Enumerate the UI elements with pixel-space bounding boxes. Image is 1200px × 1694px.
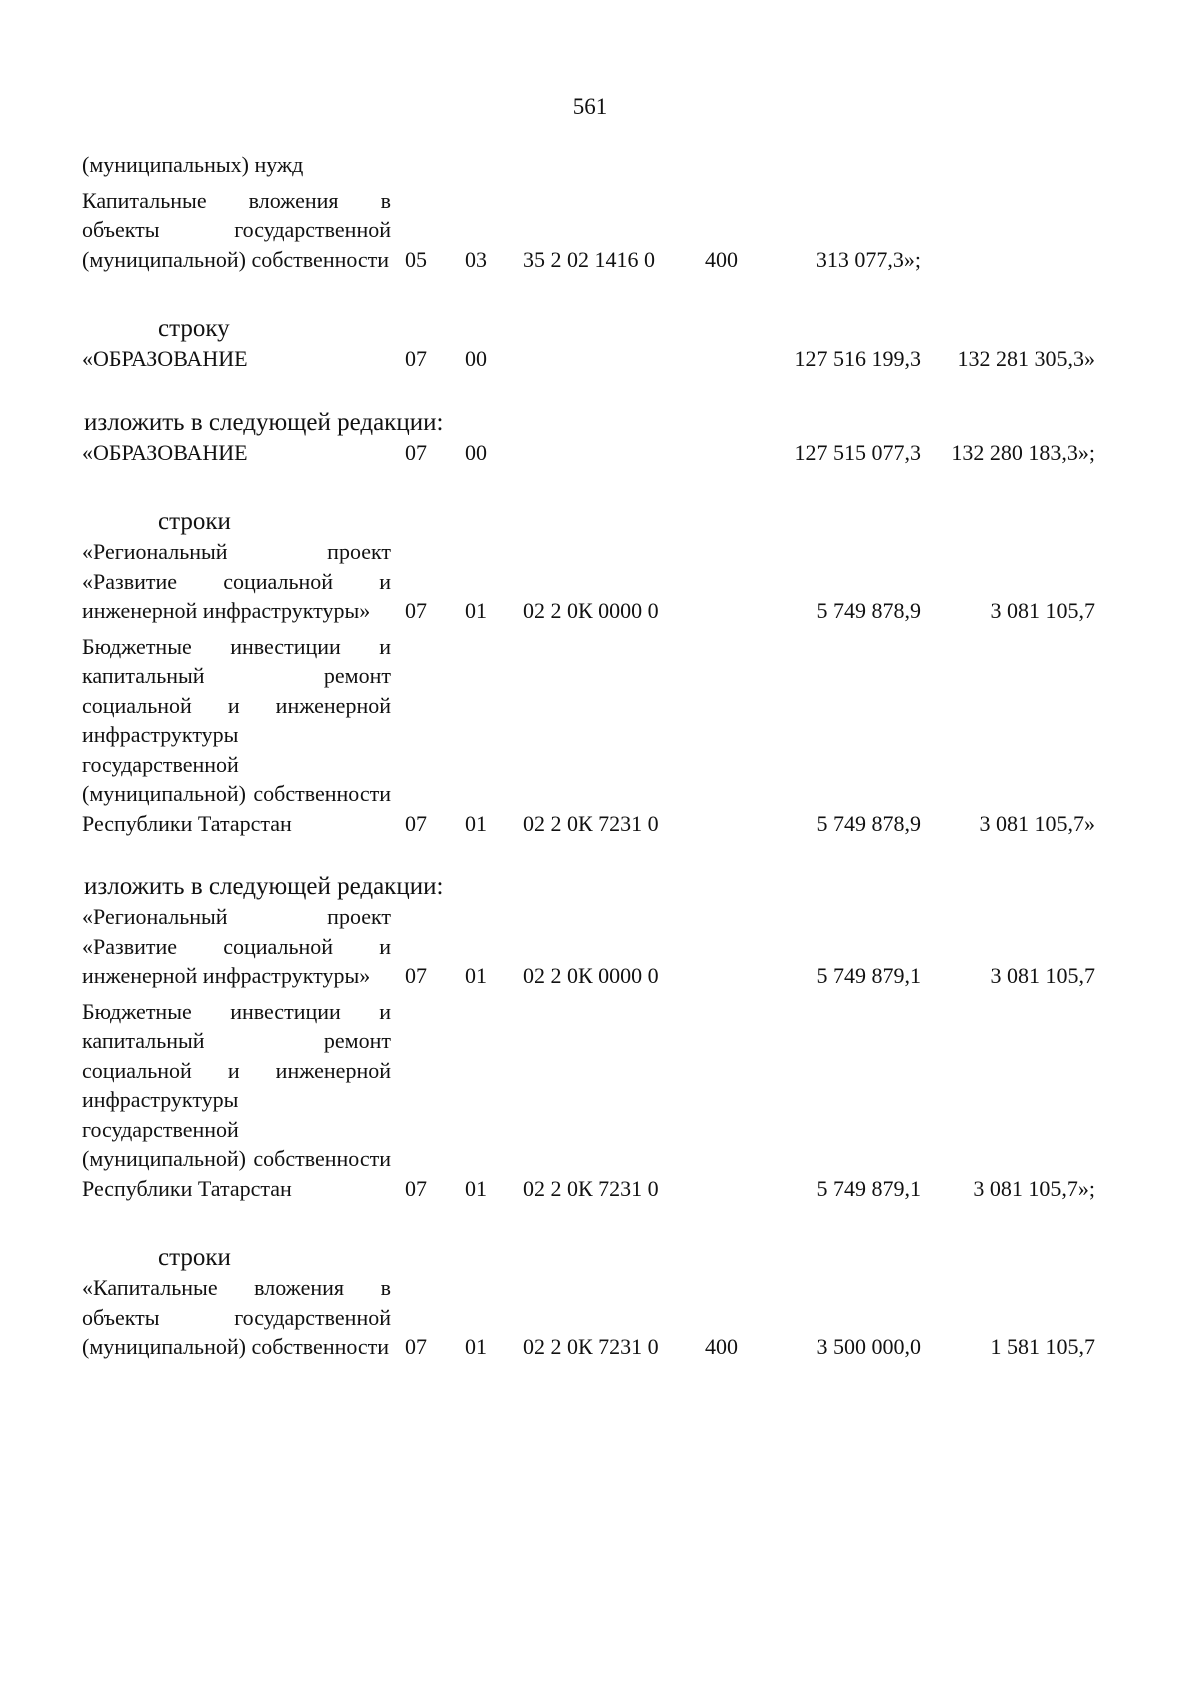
row-sum-1: 5 749 879,1 [816, 963, 921, 988]
row-rz: 07 [405, 346, 427, 371]
row-name: Капитальные вложения в объекты государственной (муниципальной) собственности [82, 187, 391, 272]
page-number: 561 [572, 94, 608, 119]
row-csr: 02 2 0К 7231 0 [523, 1175, 659, 1201]
table-row [82, 632, 1128, 839]
table-row [82, 997, 1128, 1204]
row-name: «Региональный проект «Развитие социальной и инженерной инфраструктуры» [82, 539, 391, 623]
row-sum-1: 5 749 878,9 [816, 810, 921, 836]
row-pr: 03 [465, 246, 487, 272]
row-sum-2: 3 081 105,7 [990, 963, 1095, 988]
row-pr: 01 [465, 598, 487, 623]
row-csr: 02 2 0К 0000 0 [523, 598, 659, 623]
row-rz: 05 [405, 246, 427, 272]
row-pr: 01 [465, 1334, 487, 1359]
row-rz: 07 [405, 1175, 427, 1201]
row-csr: 02 2 0К 7231 0 [523, 1334, 659, 1359]
table-row [82, 150, 1128, 180]
row-vr: 400 [705, 1334, 738, 1359]
document-body [82, 150, 1128, 1368]
row-name: «Региональный проект «Развитие социальной и инженерной инфраструктуры» [82, 904, 391, 988]
row-rz: 07 [405, 598, 427, 623]
table-row [82, 344, 1128, 374]
row-rz: 07 [405, 963, 427, 988]
table-row [82, 902, 1128, 991]
section-heading: строки [158, 1244, 231, 1271]
row-csr: 02 2 0К 0000 0 [523, 963, 659, 988]
row-sum-2: 3 081 105,7»; [973, 1175, 1095, 1201]
row-sum-1: 313 077,3»; [815, 246, 921, 272]
table-row [82, 537, 1128, 626]
row-sum-1: 5 749 879,1 [816, 1175, 921, 1201]
row-sum-1: 127 515 077,3 [794, 439, 921, 465]
table-row [82, 438, 1128, 468]
row-sum-2: 132 280 183,3»; [951, 439, 1095, 465]
row-sum-1: 5 749 878,9 [816, 598, 921, 623]
row-pr: 00 [465, 439, 487, 465]
row-name: «Капитальные вложения в объекты государственной (муниципальной) собственности [82, 1275, 391, 1359]
row-rz: 07 [405, 1334, 427, 1359]
row-pr: 01 [465, 810, 487, 836]
row-rz: 07 [405, 439, 427, 465]
row-name: Бюджетные инвестиции и капитальный ремонт социальной и инженерной инфраструктуры государственной (муниципальной) собственности Республики Татарстан [82, 998, 391, 1201]
row-sum-2: 3 081 105,7» [979, 810, 1095, 836]
row-pr: 00 [465, 346, 487, 371]
table-row [82, 186, 1128, 275]
row-sum-2: 3 081 105,7 [990, 598, 1095, 623]
row-name: «ОБРАЗОВАНИЕ [82, 346, 248, 371]
row-vr: 400 [705, 246, 738, 272]
section-heading: строки [158, 508, 231, 535]
row-rz: 07 [405, 810, 427, 836]
row-pr: 01 [465, 963, 487, 988]
row-sum-2: 132 281 305,3» [957, 346, 1095, 371]
table-row [82, 1273, 1128, 1362]
row-sum-1: 3 500 000,0 [816, 1334, 921, 1359]
row-pr: 01 [465, 1175, 487, 1201]
section-heading: изложить в следующей редакции: [84, 873, 444, 900]
row-name: (муниципальных) нужд [82, 152, 304, 177]
section-heading: изложить в следующей редакции: [84, 408, 444, 436]
row-sum-1: 127 516 199,3 [794, 346, 921, 371]
section-heading: строку [158, 315, 230, 342]
row-csr: 35 2 02 1416 0 [523, 246, 655, 272]
row-sum-2: 1 581 105,7 [990, 1334, 1095, 1359]
row-csr: 02 2 0К 7231 0 [523, 810, 659, 836]
row-name: «ОБРАЗОВАНИЕ [82, 439, 248, 465]
row-name: Бюджетные инвестиции и капитальный ремонт социальной и инженерной инфраструктуры государственной (муниципальной) собственности Республики Татарстан [82, 633, 391, 836]
